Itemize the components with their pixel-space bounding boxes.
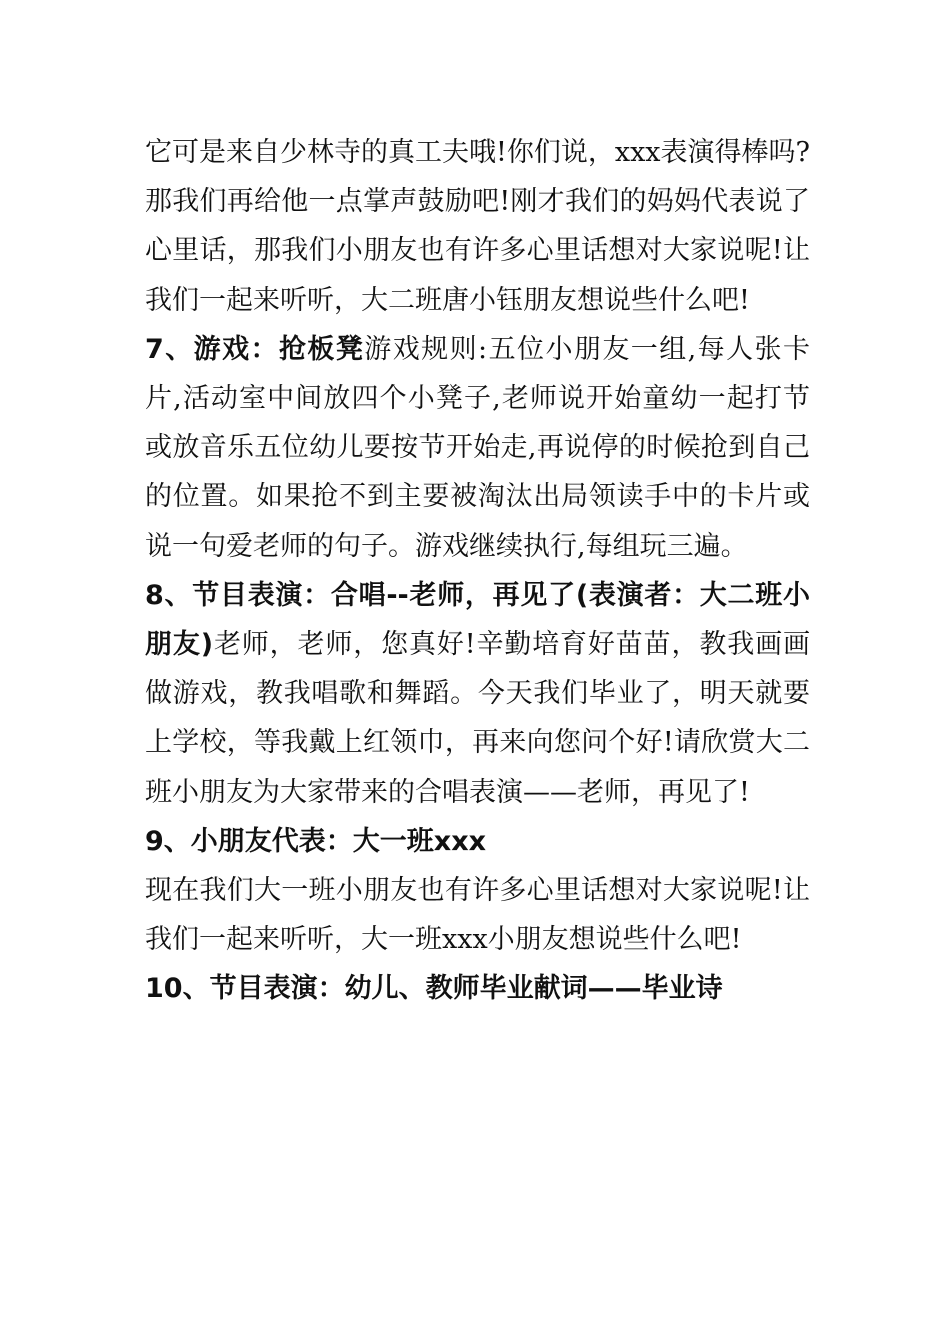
- paragraph-text: 游戏规则:五位小朋友一组,每人张卡片,活动室中间放四个小凳子,老师说开始童幼一起打节或放音乐五位幼儿要按节开始走,再说停的时候抢到自己的位置。如果抢不到主要被淘汰出局领读手中的卡片或说一句爱老师的句子。游戏继续执行,每组玩三遍。: [145, 333, 810, 562]
- paragraph-item-8: [145, 571, 810, 817]
- paragraph-item-10: [145, 964, 810, 1013]
- document-body: [145, 128, 810, 1014]
- paragraph-text: 现在我们大一班小朋友也有许多心里话想对大家说呢!让我们一起来听听，大一班xxx小朋友想说些什么吧!: [145, 875, 810, 956]
- item-heading: 9、小朋友代表：大一班xxx: [145, 825, 487, 857]
- paragraph-text: 老师，老师，您真好!辛勤培育好苗苗，教我画画做游戏，教我唱歌和舞蹈。今天我们毕业了，明天就要上学校，等我戴上红领巾，再来向您问个好!请欣赏大二班小朋友为大家带来的合唱表演——老师，再见了!: [145, 629, 810, 808]
- paragraph-intro: [145, 128, 810, 325]
- item-heading: 8、节目表演：合唱--老师，再见了(表演者：大二班小朋友): [145, 579, 810, 661]
- paragraph-item-7: [145, 325, 810, 571]
- item-heading: 10、节目表演：幼儿、教师毕业献词——毕业诗: [145, 973, 723, 1005]
- paragraph-item-9: [145, 817, 810, 866]
- item-heading: 7、游戏：抢板凳: [145, 333, 365, 365]
- paragraph-item-9-body: [145, 866, 810, 964]
- paragraph-text: 它可是来自少林寺的真工夫哦!你们说，xxx表演得棒吗?那我们再给他一点掌声鼓励吧!刚才我们的妈妈代表说了心里话，那我们小朋友也有许多心里话想对大家说呢!让我们一起来听听，大二班唐小钰朋友想说些什么吧!: [145, 137, 811, 316]
